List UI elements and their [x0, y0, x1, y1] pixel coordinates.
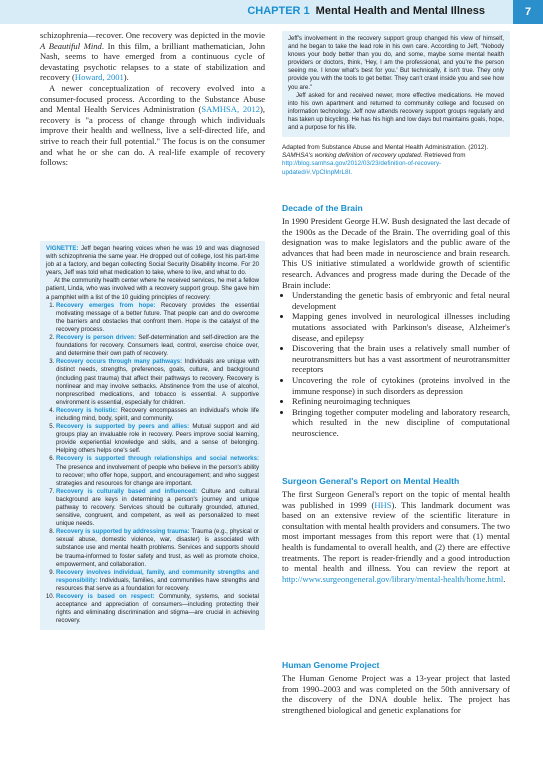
- recovery-principle-item: 3. Recovery occurs through many pathways: Individuals are unique with distinct needs, strengths, preferences, goals, culture, and background (including past trauma) that affect their pathways to recovery. Recovery is nonlinear and may involve setbacks. Abstinence from the use of alcohol, nonprescribed medications, and tobacco is essential. A supportive environment is essential, especially for children.: [56, 358, 259, 407]
- recovery-principle-item: 10. Recovery is based on respect: Community, systems, and societal acceptance and appreciation of consumers—including protecting their rights and eliminating discrimination and stigma—are crucial in achieving recovery.: [56, 593, 259, 625]
- paragraph-samhsa: A newer conceptualization of recovery evolved into a consumer-focused process. According to the Substance Abuse and Mental Health Services Administration (SAMHSA, 2012), recovery is "a process of change through which individuals improve their health and wellness, live a self-directed life, and strive to reach their full potential." The focus is on the consumer and what he or she can do. A real-life example of recovery follows:: [40, 82, 265, 168]
- recovery-principle-item: 1. Recovery emerges from hope: Recovery provides the essential motivating message of a better future. That people can and do overcome the barriers and obstacles that confront them. Hope is the catalyst of the recovery process.: [56, 302, 259, 334]
- section-decade-of-brain: [282, 203, 510, 438]
- recovery-principle-item: 7. Recovery is culturally based and influenced: Culture and cultural background are keys in determining a person's journey and unique pathway to recovery. Services should be culturally grounded, attuned, sensitive, congruent, and competent, as well as personalized to meet unique needs.: [56, 488, 259, 528]
- brain-advance-item: • Understanding the genetic basis of embryonic and fetal neural development: [292, 290, 510, 311]
- recovery-principle-item: 5. Recovery is supported by peers and allies: Mutual support and aid groups play an invaluable role in recovery. Peers improve social learning, provide experiential knowledge and skills, and a sense of belonging. Helping others helps one's self.: [56, 423, 259, 455]
- vignette-box: [40, 241, 265, 630]
- section-heading: Human Genome Project: [282, 660, 380, 670]
- running-header: [0, 0, 543, 24]
- citation-link[interactable]: Howard, 2001: [74, 72, 124, 83]
- left-column-text: [40, 30, 265, 168]
- section-heading: Decade of the Brain: [282, 203, 363, 213]
- citation-link[interactable]: HHS: [374, 499, 392, 510]
- paragraph-decade: In 1990 President George H.W. Bush designated the last decade of the 1900s as the Decade of the Brain. The overriding goal of this designation was to make legislators and the public aware of the advances that had been made in neuroscience and brain research. This US initiative stimulated a worldwide growth of scientific research. Advances and progress made during the Decade of the Brain include:: [282, 216, 510, 290]
- recovery-principle-item: 8. Recovery is supported by addressing trauma: Trauma (e.g., physical or sexual abuse, domestic violence, war, disaster) is associated with substance use and mental health problems. Services and supports should be trauma-informed to foster safety and trust, as well as promote choice, empowerment, and collaboration.: [56, 528, 259, 568]
- vignette-intro-2: At the community health center where he received services, he met a fellow patient, Linda, who was involved with a recovery support group. She gave him a pamphlet with a list of the 10 guiding principles of recovery:: [46, 277, 259, 301]
- recovery-principles-list: [46, 302, 259, 626]
- report-link[interactable]: http://www.surgeongeneral.gov/library/mental-health/home.html: [282, 573, 504, 584]
- section-surgeon-general: [282, 476, 510, 584]
- recovery-principle-item: 6. Recovery is supported through relationships and social networks: The presence and involvement of people who believe in the person's ability to recover; who offer hope, support, and encouragement; and who suggest strategies and resources for change are important.: [56, 455, 259, 487]
- section-heading: Surgeon General's Report on Mental Health: [282, 476, 460, 486]
- brain-advance-item: • Discovering that the brain uses a relatively small number of neurotransmitters but has a vast assortment of neurotransmitter receptors: [292, 343, 510, 375]
- jeff-story-box: [282, 31, 510, 137]
- vignette-intro: VIGNETTE: Jeff began hearing voices when he was 19 and was diagnosed with schizophrenia the same year. He dropped out of college, lost his part-time job at a factory, and began collecting Social Security Disability Income. For 20 years, Jeff was told what medication to take, where to live, and what to do.: [46, 245, 259, 277]
- chapter-label: CHAPTER 1: [247, 5, 310, 17]
- brain-advance-item: • Bringing together computer modeling and laboratory research, which resulted in the new discipline of computational neuroscience.: [292, 407, 510, 439]
- chapter-name: Mental Health and Mental Illness: [315, 5, 485, 17]
- recovery-principle-item: 9. Recovery involves individual, family, and community strengths and responsibility: Individuals, families, and communities have strengths and resources that serve as a foundation for recovery.: [56, 569, 259, 593]
- recovery-principle-item: 4. Recovery is holistic: Recovery encompasses an individual's whole life including mind, body, spirit, and community.: [56, 407, 259, 423]
- paragraph-surgeon: The first Surgeon General's report on the topic of mental health was published in 1999 (HHS). This landmark document was based on an extensive review of the scientific literature in consultation with mental health providers and consumers. The two most important messages from this report were that (1) mental health is fundamental to overall health, and (2) there are effective treatments. The report is reader-friendly and a good introduction to mental health and illness. You can review the report at http://www.surgeongeneral.gov/library/mental-health/home.html.: [282, 489, 510, 584]
- recovery-principle-item: 2. Recovery is person driven: Self-determination and self-direction are the foundations for recovery. Consumers lead, control, exercise choice over, and determine their own path of recovery.: [56, 334, 259, 358]
- paragraph-genome: The Human Genome Project was a 13-year project that lasted from 1990–2003 and was completed on the 50th anniversary of the discovery of the DNA double helix. The project has strengthened biological and genetic explanations for: [282, 673, 510, 715]
- brain-advances-list: [282, 290, 510, 438]
- source-credit: Adapted from Substance Abuse and Mental Health Administration. (2012). SAMHSA's working definition of recovery updated. Retrieved from http://blog.samhsa.gov/2012/03/23/definition-of-recovery-updated/#.VpClInpMrL8I.: [282, 144, 489, 176]
- quote-paragraph-2: Jeff asked for and received newer, more effective medications. He moved into his own apartment and returned to community college and focused on information technology. Jeff now attends recovery support groups regularly and has taken up bicycling. He has his high and low days but maintains goals, hope, and a purpose for his life.: [288, 91, 504, 132]
- chapter-title: [247, 5, 485, 17]
- paragraph-recovery-movie: schizophrenia—recover. One recovery was depicted in the movie A Beautiful Mind. In this film, a brilliant mathematician, John Nash, seems to have emerged from a continuous cycle of devastating psychotic relapses to a state of stabilization and recovery (Howard, 2001).: [40, 30, 266, 83]
- citation-link[interactable]: SAMHSA, 2012: [201, 104, 261, 115]
- page-number: 7: [513, 0, 543, 24]
- brain-advance-item: • Uncovering the role of cytokines (proteins involved in the immune response) in such disorders as depression: [292, 375, 510, 396]
- source-link[interactable]: http://blog.samhsa.gov/2012/03/23/definition-of-recovery-updated/#.VpClInpMrL8I.: [282, 160, 442, 176]
- brain-advance-item: • Mapping genes involved in neurological illnesses including mutations associated with Parkinson's disease, Alzheimer's disease, and epilepsy: [292, 311, 510, 343]
- quote-paragraph-1: Jeff's involvement in the recovery support group changed his view of himself, and he began to take the lead role in his own care. According to Jeff, "Nobody knows your body better than you do, and some, maybe some mental health providers or doctors, think, 'Hey, I am the professional, and you're the person seeing me. I know what's best for you.' But technically, it isn't true. They only provide you with the tools to get better. They can't crawl inside you and see how you are.": [288, 35, 504, 91]
- section-human-genome: [282, 660, 510, 715]
- brain-advance-item: • Refining neuroimaging techniques: [292, 396, 510, 407]
